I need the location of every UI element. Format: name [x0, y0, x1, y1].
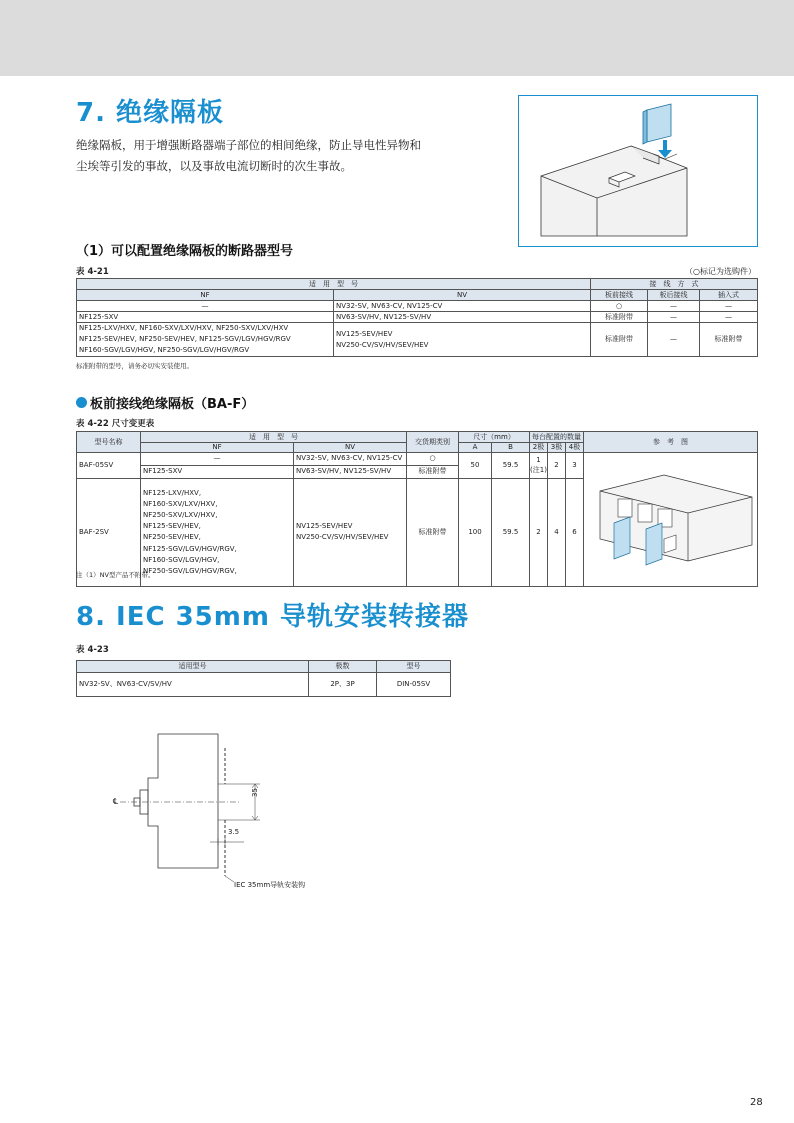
centerline-symbol: ℄ [113, 797, 119, 806]
header-qty-per-unit: 每台配置的数量 [530, 432, 584, 443]
header-reference-drawing: 参 考 图 [584, 432, 758, 453]
cell-model: DIN-05SV [377, 673, 451, 697]
header-wiring-method: 接 线 方 式 [591, 279, 758, 290]
header-4-pole: 4极 [566, 443, 584, 453]
cell-line: NF125-SEV/HEV, NF250-SEV/HEV, NF125-SGV/LGV/HGV/RGV [79, 335, 291, 343]
din-rail-technical-drawing [110, 728, 330, 893]
cell-line: NF125-SGV/LGV/HGV/RGV, [143, 544, 237, 553]
cell-delivery: ○ [407, 453, 459, 466]
cell-size-b: 59.5 [492, 478, 530, 586]
cell-rear: — [648, 301, 700, 312]
cell-plugin: — [700, 312, 758, 323]
section-7-intro [76, 135, 496, 177]
cell-size-a: 100 [459, 478, 492, 586]
cell-line: NV125-SEV/HEV [336, 329, 393, 338]
header-3-pole: 3极 [548, 443, 566, 453]
header-nv: NV [294, 443, 407, 453]
cell-line: NF125-SEV/HEV, [143, 522, 201, 531]
top-band [0, 0, 794, 76]
table-row [77, 453, 758, 466]
cell-model: BAF-05SV [77, 453, 141, 479]
header-size: 尺寸（mm） [459, 432, 530, 443]
cell-nv: NV63-SV/HV, NV125-SV/HV [294, 465, 407, 478]
cell-rear: — [648, 312, 700, 323]
cell-reference-drawing [584, 453, 758, 587]
cell-line: NV250-CV/SV/HV/SEV/HEV [336, 340, 429, 349]
table-row [77, 673, 451, 697]
table-4-23 [76, 660, 451, 697]
cell-line: NF160-SGV/LGV/HGV, NF250-SGV/LGV/HGV/RGV [79, 346, 250, 354]
insulation-barrier-illustration [518, 95, 758, 247]
cell-model: BAF-2SV [77, 478, 141, 586]
cell-front: 标准附带 [591, 312, 648, 323]
cell-qty-2p [530, 453, 548, 479]
header-size-a: A [459, 443, 492, 453]
header-plug-in: 插入式 [700, 290, 758, 301]
header-nf: NF [77, 290, 334, 301]
section-7-title: 7. 绝缘隔板 [76, 98, 225, 128]
table-4-21-label: 表 4-21 [76, 267, 109, 277]
subsection-ba-f-text: 板前接线绝缘隔板（BA-F） [90, 397, 255, 412]
cell-size-a: 50 [459, 453, 492, 479]
cell-line: NF250-SGV/LGV/HGV/RGV, [143, 567, 237, 576]
cell-front: 标准附带 [591, 323, 648, 357]
cell-nv [294, 478, 407, 586]
intro-line-1: 绝缘隔板，用于增强断路器端子部位的相间绝缘，防止导电性异物和 [76, 138, 421, 152]
table-row [77, 312, 758, 323]
cell-qty-2p: 2 [530, 478, 548, 586]
cell-line: NF125-LXV/HXV, NF160-SXV/LXV/HXV, NF250-SXV/LXV/HXV [79, 324, 289, 332]
page-number: 28 [750, 1097, 763, 1108]
cell-qty-4p: 3 [566, 453, 584, 479]
cell-applicable: NV32-SV、NV63-CV/SV/HV [77, 673, 309, 697]
dimension-3-5: 3.5 [228, 828, 240, 836]
cell-nv: NV32-SV, NV63-CV, NV125-CV [294, 453, 407, 466]
table-4-22-footnote: 注（1）NV型产品不附带。 [76, 571, 155, 579]
cell-nv: NV63-SV/HV, NV125-SV/HV [334, 312, 591, 323]
cell-nf [141, 478, 294, 586]
cell-line: NF125-LXV/HXV, [143, 488, 202, 497]
header-delivery-class: 交货期类别 [407, 432, 459, 453]
header-rear-wiring: 板后接线 [648, 290, 700, 301]
breaker-barrier-drawing [519, 96, 757, 246]
table-4-22 [76, 431, 758, 587]
cell-plugin: 标准附带 [700, 323, 758, 357]
cell-nv [334, 323, 591, 357]
intro-line-2: 尘埃等引发的事故，以及事故电流切断时的次生事故。 [76, 159, 352, 173]
header-nf: NF [141, 443, 294, 453]
cell-nf: — [141, 453, 294, 466]
table-4-21 [76, 278, 758, 357]
cell-line: NV125-SEV/HEV [296, 522, 353, 531]
header-model-name: 型号名称 [77, 432, 141, 453]
cell-line: NF250-SXV/LXV/HXV, [143, 511, 218, 520]
header-poles: 极数 [309, 661, 377, 673]
header-front-wiring: 板前接线 [591, 290, 648, 301]
table-4-21-note: （○标记为选购件） [685, 267, 756, 276]
dimension-35: 35 [251, 788, 259, 797]
header-size-b: B [492, 443, 530, 453]
qty-note: (注1) [530, 466, 547, 475]
cell-rear: — [648, 323, 700, 357]
header-applicable-models: 适用型号 [77, 661, 309, 673]
header-applicable-models: 适 用 型 号 [77, 279, 591, 290]
cell-nf: NF125-SXV [77, 312, 334, 323]
table-row [77, 323, 758, 357]
cell-nf [77, 323, 334, 357]
header-model: 型号 [377, 661, 451, 673]
cell-line: NF250-SEV/HEV, [143, 533, 201, 542]
cell-line: NF160-SXV/LXV/HXV, [143, 499, 218, 508]
cell-nf: NF125-SXV [141, 465, 294, 478]
cell-line: NV250-CV/SV/HV/SEV/HEV [296, 533, 389, 542]
drawing-caption: IEC 35mm导轨安装钩 [234, 881, 306, 889]
qty-value: 1 [536, 456, 541, 465]
cell-qty-3p: 2 [548, 453, 566, 479]
header-applicable-models: 适 用 型 号 [141, 432, 407, 443]
cell-nf: — [77, 301, 334, 312]
subsection-1-title: （1）可以配置绝缘隔板的断路器型号 [76, 244, 294, 259]
table-4-23-label: 表 4-23 [76, 645, 109, 655]
table-4-22-label: 表 4-22 尺寸变更表 [76, 419, 155, 429]
cell-poles: 2P、3P [309, 673, 377, 697]
section-8-title: 8. IEC 35mm 导轨安装转接器 [76, 602, 470, 632]
header-2-pole: 2极 [530, 443, 548, 453]
cell-plugin: — [700, 301, 758, 312]
table-4-21-footnote: 标准附带的型号，请务必切实安装使用。 [76, 362, 193, 370]
din-rail-adapter-drawing [110, 728, 330, 893]
cell-delivery: 标准附带 [407, 478, 459, 586]
cell-nv: NV32-SV, NV63-CV, NV125-CV [334, 301, 591, 312]
barrier-reference-drawing [584, 453, 758, 583]
subsection-ba-f-title [76, 393, 254, 412]
cell-line: NF160-SGV/LGV/HGV, [143, 555, 220, 564]
cell-delivery: 标准附带 [407, 465, 459, 478]
cell-qty-4p: 6 [566, 478, 584, 586]
bullet-dot-icon [76, 397, 87, 408]
cell-qty-3p: 4 [548, 478, 566, 586]
cell-size-b: 59.5 [492, 453, 530, 479]
table-row [77, 301, 758, 312]
header-nv: NV [334, 290, 591, 301]
cell-front: ○ [591, 301, 648, 312]
